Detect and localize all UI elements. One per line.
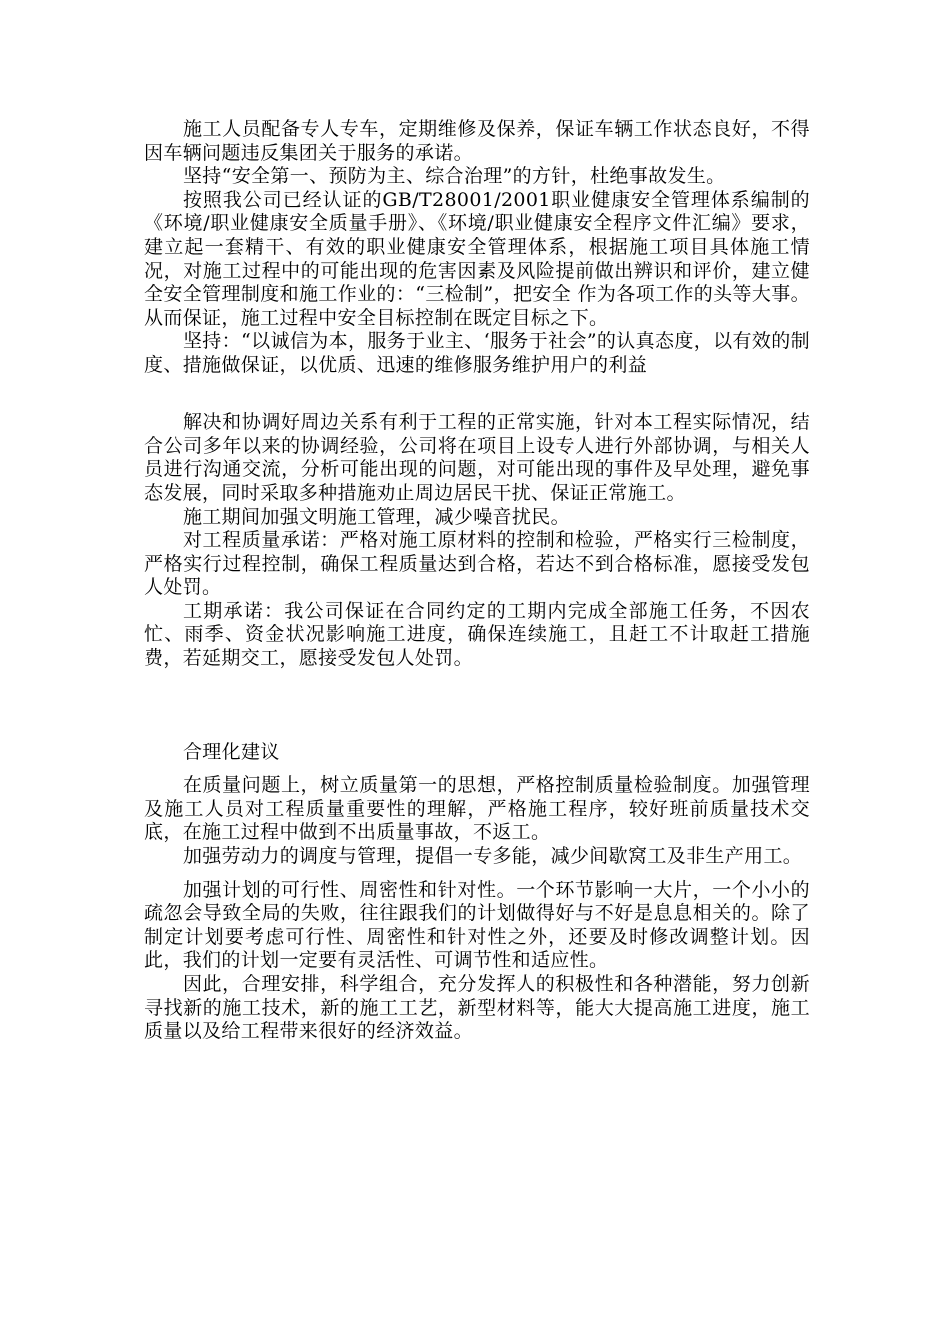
paragraph-schedule-commitment: 工期承诺：我公司保证在合同约定的工期内完成全部施工任务，不因农忙、雨季、资金状况影响施工进度，确保连续施工，且赶工不计取赶工措施费，若延期交工，愿接受发包人处罚。 [144,599,810,670]
document-page [144,118,810,1044]
spacer [144,401,810,411]
paragraph-vehicle-maintenance: 施工人员配备专人专车，定期维修及保养，保证车辆工作状态良好，不得因车辆问题违反集团关于服务的承诺。 [144,118,810,164]
paragraph-integrity-service: 坚持：“以诚信为本，服务于业主、‘服务于社会”的认真态度，以有效的制度、措施做保证，以优质、迅速的维修服务维护用户的利益 [144,330,810,376]
paragraph-labor-dispatch: 加强劳动力的调度与管理，提倡一专多能，减少间歇窝工及非生产用工。 [182,845,803,868]
paragraph-safety-policy: 坚持“安全第一、预防为主、综合治理”的方针，杜绝事故发生。 [182,165,726,188]
paragraph-civilized-construction: 施工期间加强文明施工管理，减少噪音扰民。 [182,505,570,528]
paragraph-safety-management-system: 按照我公司已经认证的GB/T28001/2001职业健康安全管理体系编制的《环境/职业健康安全质量手册》、《环境/职业健康安全程序文件汇编》要求，建立起一套精干、有效的职业健康安全管理体系，根据施工项目具体施工情况，对施工过程中的可能出现的危害因素及风险提前做出辨识和评价，建立健全安全管理制度和施工作业的：“三检制”，把安全 作为各项工作的头等大事。从而保证，施工过程中安全目标控制在既定目标之下。 [144,188,810,329]
paragraph-quality-first: 在质量问题上，树立质量第一的思想，严格控制质量检验制度。加强管理及施工人员对工程质量重要性的理解，严格施工程序，较好班前质量技术交底，在施工过程中做到不出质量事故，不返工。 [144,774,810,844]
paragraph-external-coordination: 解决和协调好周边关系有利于工程的正常实施，针对本工程实际情况，结合公司多年以来的协调经验，公司将在项目上设专人进行外部协调，与相关人员进行沟通交流，分析可能出现的问题，对可能出现的事件及早处理，避免事态发展，同时采取多种措施劝止周边居民干扰、保证正常施工。 [144,411,810,504]
section-heading: 合理化建议 [182,740,280,763]
paragraph-quality-commitment: 对工程质量承诺：严格对施工原材料的控制和检验，严格实行三检制度，严格实行过程控制，确保工程质量达到合格，若达不到合格标准，愿接受发包人处罚。 [144,529,810,599]
paragraph-innovation: 因此，合理安排，科学组合，充分发挥人的积极性和各种潜能，努力创新寻找新的施工技术，新的施工工艺，新型材料等，能大大提高施工进度，施工质量以及给工程带来很好的经济效益。 [144,973,810,1043]
paragraph-planning: 加强计划的可行性、周密性和针对性。一个环节影响一大片，一个小小的疏忽会导致全局的失败，往往跟我们的计划做得好与不好是息息相关的。除了制定计划要考虑可行性、周密性和针对性之外，还要及时修改调整计划。因此，我们的计划一定要有灵活性、可调节性和适应性。 [144,878,810,972]
spacer [144,869,810,879]
spacer [144,671,810,741]
spacer [144,378,810,402]
spacer [144,764,810,774]
